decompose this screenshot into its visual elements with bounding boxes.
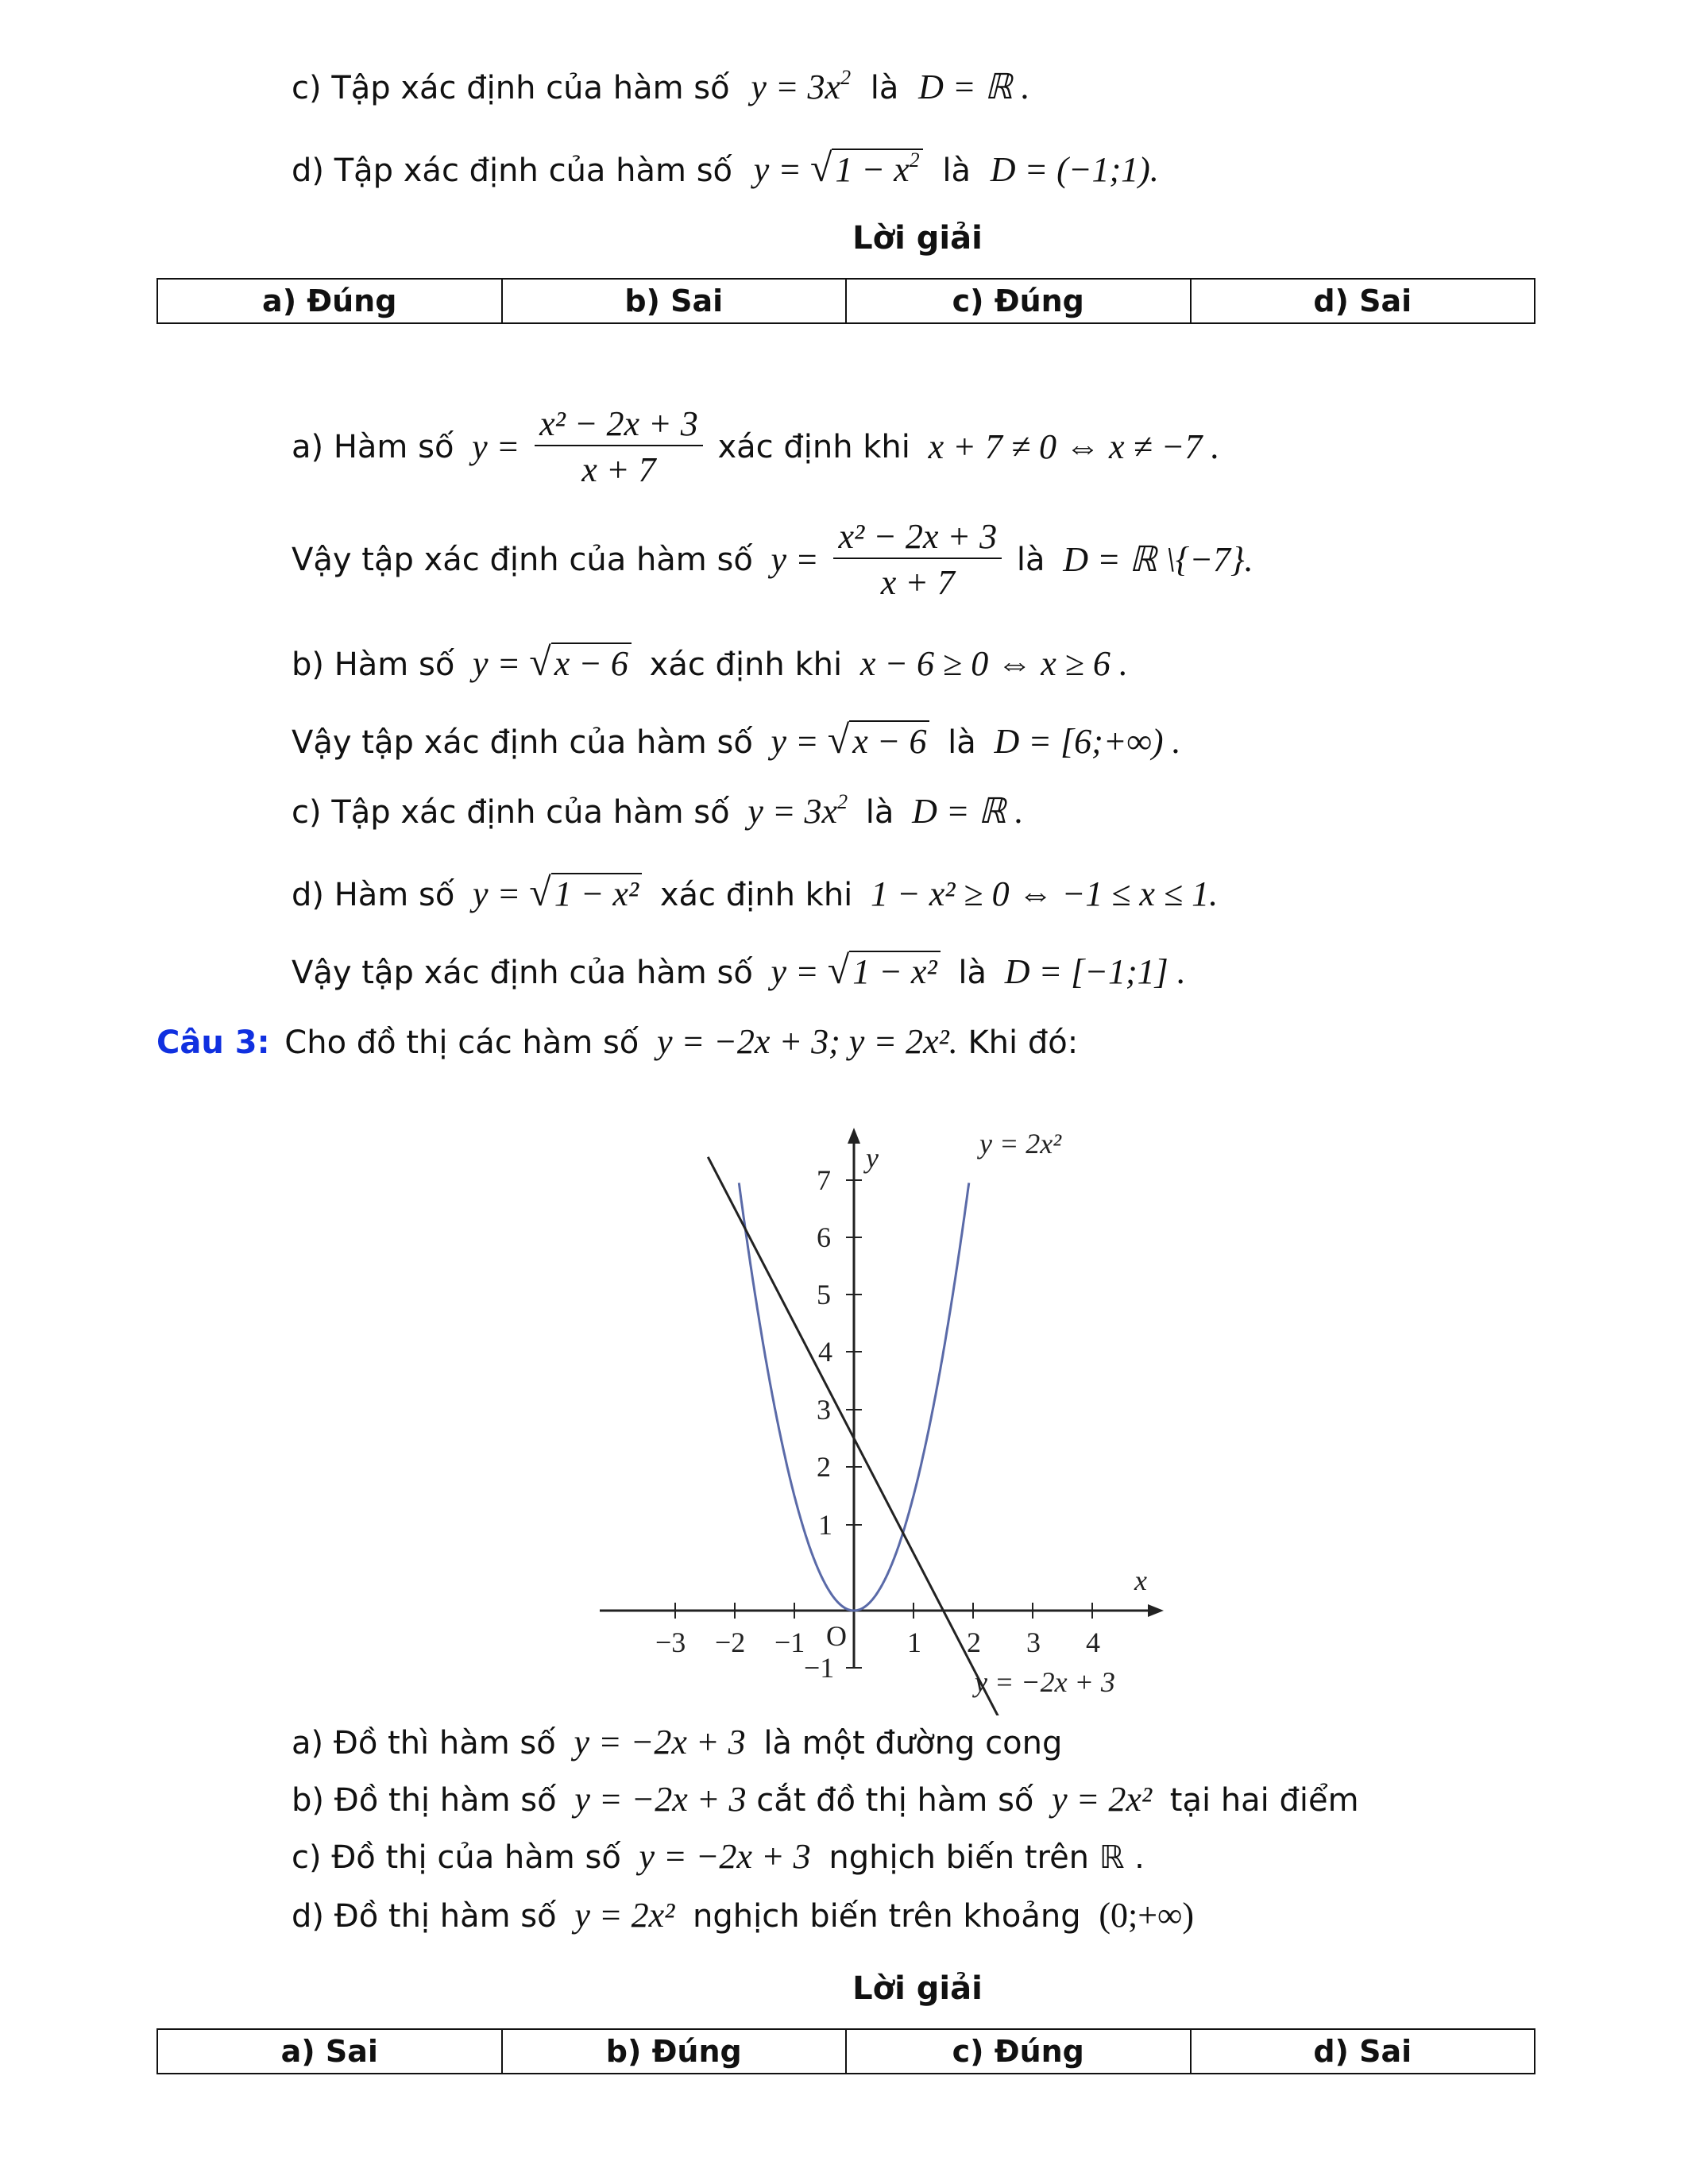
y-tick-label: 1 xyxy=(818,1509,832,1541)
answer-table-2 xyxy=(156,2028,1535,2074)
parabola-label: y = 2x² xyxy=(979,1128,1062,1160)
answer-cell: c) Đúng xyxy=(846,279,1191,323)
y-axis-label: y xyxy=(866,1142,879,1174)
question-3: Câu 3: Cho đồ thị các hàm số y = −2x + 3; y = 2x². Khi đó: xyxy=(156,1022,1079,1061)
answer-cell: a) Sai xyxy=(157,2029,502,2074)
answer-table-1 xyxy=(156,278,1535,324)
function-graph xyxy=(588,1112,1168,1715)
solution-a: a) Hàm số y = $\frac{\text{x² − 2x + 3}}{x + 7}$ xác định khi x + 7 ≠ 0 ⇔ x ≠ −7 . xyxy=(292,404,1220,489)
question-label: Câu 3: xyxy=(156,1024,270,1061)
statement-c: c) Tập xác định của hàm số $y = 3x^2$ là D = ℝ . xyxy=(292,66,1030,106)
fraction: $\frac{\text{x² − 2x + 3}}{x + 7}$ xyxy=(535,407,703,488)
x-tick-label: 4 xyxy=(1086,1626,1100,1658)
answer-cell: b) Đúng xyxy=(502,2029,847,2074)
solution-d-domain: Vậy tập xác định của hàm số y = √1 − x² là D = [−1;1] . xyxy=(292,947,1186,992)
solution-a-domain: Vậy tập xác định của hàm số y = $\frac{\text{x² − 2x + 3}}{x + 7}$ là D = ℝ \{−7}. xyxy=(292,517,1253,602)
answer-cell: a) Đúng xyxy=(157,279,502,323)
y-axis-arrow xyxy=(848,1128,860,1144)
answer-cell: d) Sai xyxy=(1191,279,1535,323)
x-tick-label: −1 xyxy=(774,1626,805,1658)
y-tick-label: 3 xyxy=(817,1394,831,1426)
y-tick-label: 7 xyxy=(817,1164,831,1196)
q3-statement-b: b) Đồ thị hàm số y = −2x + 3 cắt đồ thị hàm số y = 2x² tại hai điểm xyxy=(292,1780,1359,1819)
statement-d: d) Tập xác định của hàm số $y = √1 - x^2$ là D = (−1;1). xyxy=(292,145,1159,190)
x-tick-label: 3 xyxy=(1026,1626,1041,1658)
origin-label: O xyxy=(826,1620,847,1652)
solution-c: c) Tập xác định của hàm số $y = 3x^2$ là D = ℝ . xyxy=(292,790,1024,831)
x-tick-label: 1 xyxy=(907,1626,921,1658)
y-tick-label: 2 xyxy=(817,1451,831,1483)
y-tick-label: 6 xyxy=(817,1221,831,1253)
answer-cell: d) Sai xyxy=(1191,2029,1535,2074)
y-tick-label: −1 xyxy=(804,1652,835,1684)
x-axis-arrow xyxy=(1148,1604,1164,1617)
y-tick-label: 5 xyxy=(817,1279,831,1310)
line-label: y = −2x + 3 xyxy=(975,1666,1115,1698)
x-axis-label: x xyxy=(1134,1565,1147,1596)
solution-b: b) Hàm số y = √x − 6 xác định khi x − 6 ≥ 0 ⇔ x ≥ 6 . xyxy=(292,639,1128,684)
solution-d: d) Hàm số y = √1 − x² xác định khi 1 − x² ≥ 0 ⇔ −1 ≤ x ≤ 1. xyxy=(292,870,1219,914)
answer-cell: b) Sai xyxy=(502,279,847,323)
solution-b-domain: Vậy tập xác định của hàm số y = √x − 6 là D = [6;+∞) . xyxy=(292,717,1181,762)
solution-title-1: Lời giải xyxy=(852,220,983,257)
solution-title-2: Lời giải xyxy=(852,1970,983,2007)
x-tick-label: 2 xyxy=(967,1626,981,1658)
y-tick-label: 4 xyxy=(818,1336,832,1368)
q3-statement-a: a) Đồ thì hàm số y = −2x + 3 là một đường cong xyxy=(292,1723,1063,1761)
answer-cell: c) Đúng xyxy=(846,2029,1191,2074)
x-tick-label: −2 xyxy=(715,1626,746,1658)
x-tick-label: −3 xyxy=(655,1626,686,1658)
q3-statement-d: d) Đồ thị hàm số y = 2x² nghịch biến trên khoảng (0;+∞) xyxy=(292,1896,1195,1935)
q3-statement-c: c) Đồ thị của hàm số y = −2x + 3 nghịch biến trên ℝ . xyxy=(292,1837,1145,1876)
fraction: $\frac{\text{x² − 2x + 3}}{x + 7}$ xyxy=(833,519,1002,600)
